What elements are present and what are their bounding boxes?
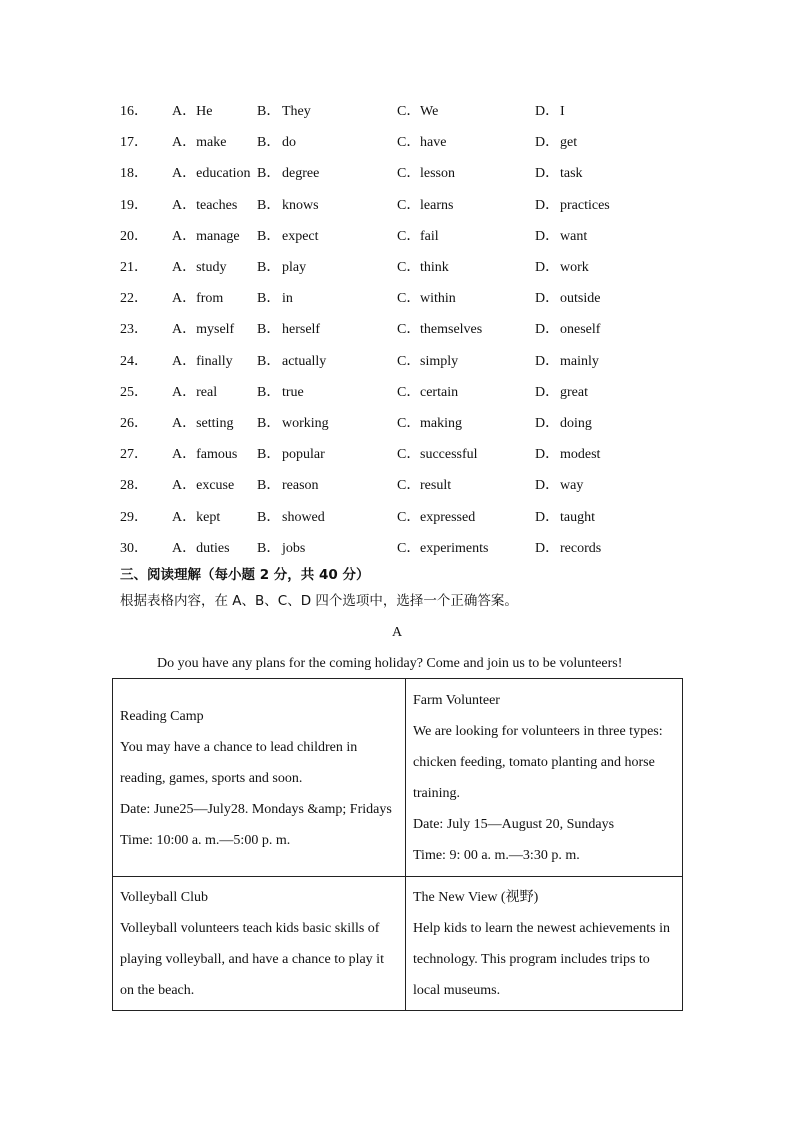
option-c-text: learns bbox=[420, 197, 454, 213]
question-number: 18． bbox=[120, 166, 148, 182]
option-d-label: D． bbox=[535, 197, 560, 213]
question-row bbox=[120, 134, 680, 152]
farm-volunteer-title: Farm Volunteer bbox=[413, 693, 500, 708]
question-number: 23． bbox=[120, 322, 148, 338]
new-view-desc-1: Help kids to learn the newest achievements in bbox=[413, 921, 670, 936]
option-a: A．famous bbox=[172, 447, 238, 463]
option-a: A．finally bbox=[172, 353, 233, 369]
volleyball-club-desc-1: Volleyball volunteers teach kids basic skills of bbox=[120, 921, 380, 936]
option-d-text: records bbox=[560, 540, 602, 556]
option-b-label: B． bbox=[257, 447, 281, 463]
option-a: A．make bbox=[172, 135, 227, 151]
farm-volunteer-time: Time: 9: 00 a. m.—3:30 p. m. bbox=[413, 848, 580, 863]
option-a: A．He bbox=[172, 104, 213, 119]
option-c-label: C． bbox=[397, 509, 421, 525]
section-instruction: 根据表格内容，在 A、B、C、D 四个选项中，选择一个正确答案。 bbox=[120, 593, 518, 609]
option-b-label: B． bbox=[257, 540, 281, 556]
option-d-text: task bbox=[560, 166, 583, 182]
reading-camp-date: Date: June25—July28. Mondays &amp; Fridays bbox=[120, 802, 392, 817]
option-c-text: making bbox=[420, 416, 462, 431]
question-row bbox=[120, 415, 680, 433]
reading-camp-title: Reading Camp bbox=[120, 709, 204, 724]
option-b-label: B． bbox=[257, 166, 281, 182]
option-c-text: experiments bbox=[420, 540, 489, 556]
question-row bbox=[120, 259, 680, 277]
option-b-text: working bbox=[282, 416, 329, 431]
option-d-text: oneself bbox=[560, 322, 601, 338]
option-c-text: successful bbox=[420, 447, 478, 463]
question-row bbox=[120, 103, 680, 121]
option-c-text: simply bbox=[420, 353, 459, 369]
passage-intro: Do you have any plans for the coming holiday? Come and join us to be volunteers! bbox=[157, 656, 623, 671]
option-b-label: B． bbox=[257, 291, 281, 307]
option-d-text: want bbox=[560, 228, 588, 244]
passage-letter: A bbox=[392, 625, 403, 640]
question-row bbox=[120, 384, 680, 402]
farm-volunteer-cell bbox=[406, 679, 683, 877]
new-view-title: The New View (视野) bbox=[413, 890, 539, 905]
option-c-label: C． bbox=[397, 353, 421, 369]
option-c-text: We bbox=[420, 104, 439, 119]
new-view-desc-3: local museums. bbox=[413, 983, 501, 998]
question-number: 19． bbox=[120, 197, 148, 213]
question-number: 17． bbox=[120, 135, 148, 151]
option-c-label: C． bbox=[397, 322, 421, 338]
option-c-text: certain bbox=[420, 384, 459, 400]
option-c-text: expressed bbox=[420, 509, 476, 525]
question-number: 21． bbox=[120, 260, 148, 275]
question-number: 16． bbox=[120, 104, 148, 119]
option-b-text: jobs bbox=[282, 540, 306, 556]
volleyball-club-desc-2: playing volleyball, and have a chance to play it bbox=[120, 952, 384, 967]
option-a: A．manage bbox=[172, 228, 240, 244]
option-a: A．real bbox=[172, 384, 218, 400]
question-number: 26． bbox=[120, 416, 148, 431]
option-b-text: popular bbox=[282, 447, 325, 463]
option-a: A．from bbox=[172, 291, 224, 307]
option-d-label: D． bbox=[535, 104, 560, 119]
option-b-text: degree bbox=[282, 166, 320, 182]
option-b-text: do bbox=[282, 135, 296, 151]
volleyball-club-title: Volleyball Club bbox=[120, 890, 209, 905]
option-b-text: showed bbox=[282, 509, 325, 525]
option-c-label: C． bbox=[397, 416, 421, 431]
option-d-label: D． bbox=[535, 135, 560, 151]
option-d-label: D． bbox=[535, 478, 560, 494]
option-b-text: reason bbox=[282, 478, 319, 494]
option-c-label: C． bbox=[397, 135, 421, 151]
option-b-label: B． bbox=[257, 135, 281, 151]
question-number: 29． bbox=[120, 509, 148, 525]
option-c-text: themselves bbox=[420, 322, 483, 338]
option-d-label: D． bbox=[535, 353, 560, 369]
farm-volunteer-desc-1: We are looking for volunteers in three types: bbox=[413, 724, 663, 739]
option-b-label: B． bbox=[257, 509, 281, 525]
option-d-text: mainly bbox=[560, 353, 599, 369]
option-b-label: B． bbox=[257, 104, 281, 119]
option-c-text: lesson bbox=[420, 166, 455, 182]
option-b-text: actually bbox=[282, 353, 327, 369]
option-d-text: doing bbox=[560, 416, 592, 431]
option-b-label: B． bbox=[257, 260, 281, 275]
option-d-label: D． bbox=[535, 384, 560, 400]
option-c-text: result bbox=[420, 478, 452, 494]
option-b-label: B． bbox=[257, 228, 281, 244]
reading-camp-desc-1: You may have a chance to lead children in bbox=[120, 740, 358, 755]
option-c-label: C． bbox=[397, 260, 421, 275]
option-b-text: knows bbox=[282, 197, 319, 213]
option-c-label: C． bbox=[397, 104, 421, 119]
question-row bbox=[120, 228, 680, 246]
option-a: A．education bbox=[172, 166, 251, 182]
option-b-text: herself bbox=[282, 322, 321, 338]
option-b-label: B． bbox=[257, 197, 281, 213]
volleyball-club-desc-3: on the beach. bbox=[120, 983, 195, 998]
question-number: 25． bbox=[120, 384, 148, 400]
option-c-label: C． bbox=[397, 384, 421, 400]
question-number: 24． bbox=[120, 353, 148, 369]
option-d-label: D． bbox=[535, 447, 560, 463]
farm-volunteer-desc-3: training. bbox=[413, 786, 461, 801]
question-row bbox=[120, 165, 680, 183]
option-c-label: C． bbox=[397, 540, 421, 556]
option-c-label: C． bbox=[397, 447, 421, 463]
option-b-text: true bbox=[282, 384, 304, 400]
option-d-label: D． bbox=[535, 260, 560, 275]
section-title: 三、阅读理解（每小题 2 分，共 40 分） bbox=[120, 567, 370, 583]
reading-camp-cell bbox=[113, 679, 406, 877]
option-b-text: play bbox=[282, 260, 307, 275]
option-c-text: have bbox=[420, 135, 447, 151]
question-row bbox=[120, 540, 680, 558]
option-c-label: C． bbox=[397, 197, 421, 213]
option-c-text: think bbox=[420, 260, 449, 275]
question-row bbox=[120, 509, 680, 527]
option-b-label: B． bbox=[257, 384, 281, 400]
option-c-label: C． bbox=[397, 228, 421, 244]
question-number: 30． bbox=[120, 540, 148, 556]
option-d-label: D． bbox=[535, 540, 560, 556]
new-view-cell bbox=[406, 877, 683, 1011]
question-number: 20． bbox=[120, 228, 148, 244]
option-d-text: work bbox=[560, 260, 589, 275]
option-d-text: outside bbox=[560, 291, 601, 307]
farm-volunteer-date: Date: July 15—August 20, Sundays bbox=[413, 817, 615, 832]
option-b-label: B． bbox=[257, 353, 281, 369]
volunteer-table bbox=[112, 678, 683, 1011]
question-number: 22． bbox=[120, 291, 148, 307]
option-d-text: modest bbox=[560, 447, 601, 463]
option-d-text: taught bbox=[560, 509, 595, 525]
option-c-text: within bbox=[420, 291, 456, 307]
reading-camp-desc-2: reading, games, sports and soon. bbox=[120, 771, 303, 786]
option-d-text: practices bbox=[560, 197, 610, 213]
farm-volunteer-desc-2: chicken feeding, tomato planting and horse bbox=[413, 755, 655, 770]
volleyball-club-cell bbox=[113, 877, 406, 1011]
question-number: 27． bbox=[120, 447, 148, 463]
option-b-label: B． bbox=[257, 416, 281, 431]
option-c-label: C． bbox=[397, 478, 421, 494]
option-b-text: expect bbox=[282, 228, 319, 244]
option-d-text: way bbox=[560, 478, 584, 494]
option-d-label: D． bbox=[535, 416, 560, 431]
option-b-label: B． bbox=[257, 478, 281, 494]
new-view-desc-2: technology. This program includes trips to bbox=[413, 952, 650, 967]
table-row bbox=[113, 877, 683, 1011]
option-c-text: fail bbox=[420, 228, 439, 244]
option-d-text: get bbox=[560, 135, 578, 151]
option-c-label: C． bbox=[397, 291, 421, 307]
option-b-text: They bbox=[282, 104, 311, 119]
option-a: A．setting bbox=[172, 416, 234, 431]
option-a: A．duties bbox=[172, 540, 230, 556]
option-a: A．excuse bbox=[172, 478, 235, 494]
table-row bbox=[113, 679, 683, 877]
option-b-text: in bbox=[282, 291, 293, 307]
question-row bbox=[120, 321, 680, 339]
option-d-label: D． bbox=[535, 291, 560, 307]
question-row bbox=[120, 290, 680, 308]
option-a: A．teaches bbox=[172, 197, 238, 213]
option-c-label: C． bbox=[397, 166, 421, 182]
option-d-text: great bbox=[560, 384, 588, 400]
question-row bbox=[120, 446, 680, 464]
question-row bbox=[120, 353, 680, 371]
question-number: 28． bbox=[120, 478, 148, 494]
option-a: A．study bbox=[172, 260, 227, 275]
option-b-label: B． bbox=[257, 322, 281, 338]
option-d-label: D． bbox=[535, 166, 560, 182]
option-d-label: D． bbox=[535, 322, 560, 338]
option-d-label: D． bbox=[535, 228, 560, 244]
option-d-label: D． bbox=[535, 509, 560, 525]
option-a: A．myself bbox=[172, 322, 235, 338]
option-a: A．kept bbox=[172, 509, 221, 525]
question-row bbox=[120, 477, 680, 495]
question-row bbox=[120, 197, 680, 215]
reading-camp-time: Time: 10:00 a. m.—5:00 p. m. bbox=[120, 833, 291, 848]
option-d-text: I bbox=[560, 104, 565, 119]
